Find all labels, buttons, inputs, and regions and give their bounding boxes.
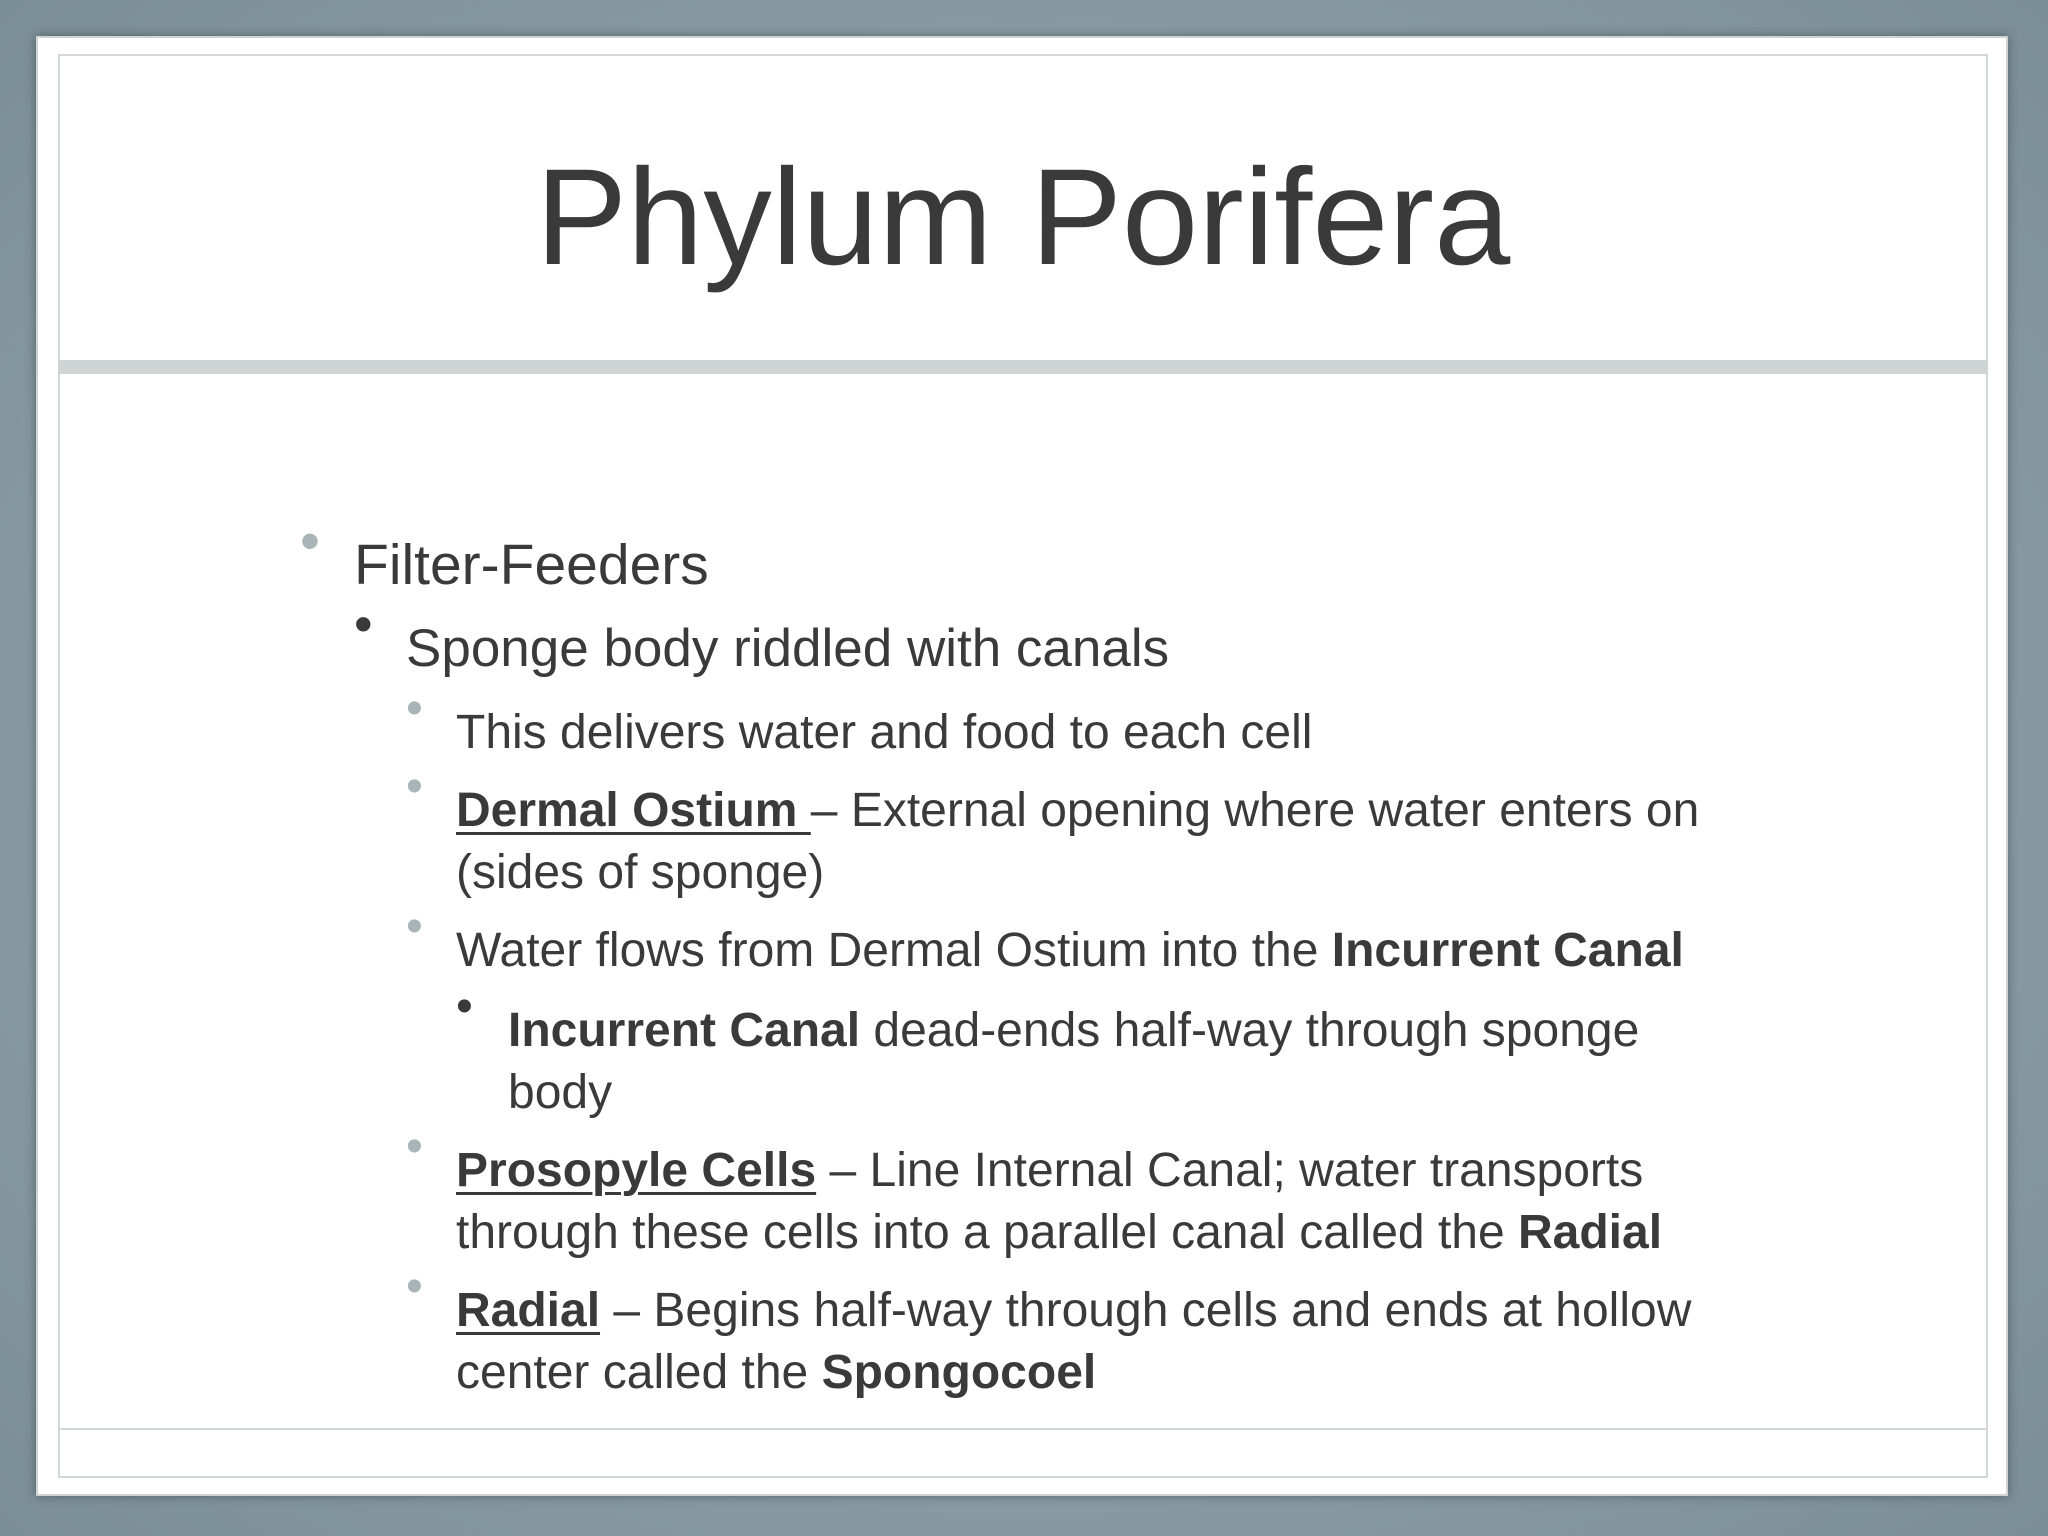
bullet-dermal-ostium-cont: (sides of sponge) (456, 846, 825, 899)
term-incurrent-canal-sub: Incurrent Canal (508, 1004, 861, 1057)
bullet-dot: • (406, 682, 423, 735)
term-incurrent-canal: Incurrent Canal (1331, 924, 1684, 977)
bullet-dot: • (300, 509, 320, 573)
bullet-incurrent-canal (508, 1000, 1639, 1062)
bullet-dermal-ostium (456, 780, 1699, 842)
bullet-dot: • (406, 900, 423, 953)
term-radial-inline: Radial (1518, 1206, 1663, 1259)
bullet-radial-cont (456, 1342, 1096, 1404)
bullet-water-flows (456, 920, 1684, 982)
title-divider-band (58, 360, 1988, 374)
bullet-prosopyle-cells-cont (456, 1202, 1662, 1264)
bullet-incurrent-canal-cont: body (508, 1066, 613, 1119)
prosopyle-cells-line2: through these cells into a parallel canal called the (456, 1206, 1518, 1259)
slide-title: Phylum Porifera (535, 141, 1511, 294)
term-dermal-ostium: Dermal Ostium (456, 784, 811, 837)
bullet-delivers-water: This delivers water and food to each cell (456, 706, 1313, 759)
footer-divider (58, 1428, 1988, 1430)
water-flows-text: Water flows from Dermal Ostium into the (456, 924, 1332, 977)
radial-definition: – Begins half-way through cells and ends at hollow (600, 1284, 1692, 1337)
term-radial: Radial (456, 1284, 601, 1337)
bullet-dot: • (406, 1260, 423, 1313)
radial-line2: center called the (456, 1346, 822, 1399)
bullet-dot: • (354, 595, 373, 654)
term-spongocoel: Spongocoel (821, 1346, 1097, 1399)
bullet-dot: • (406, 760, 423, 813)
prosopyle-cells-definition: – Line Internal Canal; water transports (816, 1144, 1644, 1197)
term-prosopyle-cells: Prosopyle Cells (456, 1144, 817, 1197)
bullet-dot: • (406, 1120, 423, 1173)
bullet-dot: • (456, 980, 473, 1033)
incurrent-canal-definition: dead-ends half-way through sponge (860, 1004, 1640, 1057)
bullet-filter-feeders: Filter-Feeders (354, 533, 709, 597)
bullet-radial (456, 1280, 1691, 1342)
dermal-ostium-definition: – External opening where water enters on (810, 784, 1700, 837)
bullet-sponge-body: Sponge body riddled with canals (406, 619, 1170, 678)
slide (36, 36, 2008, 1496)
bullet-prosopyle-cells (456, 1140, 1643, 1202)
